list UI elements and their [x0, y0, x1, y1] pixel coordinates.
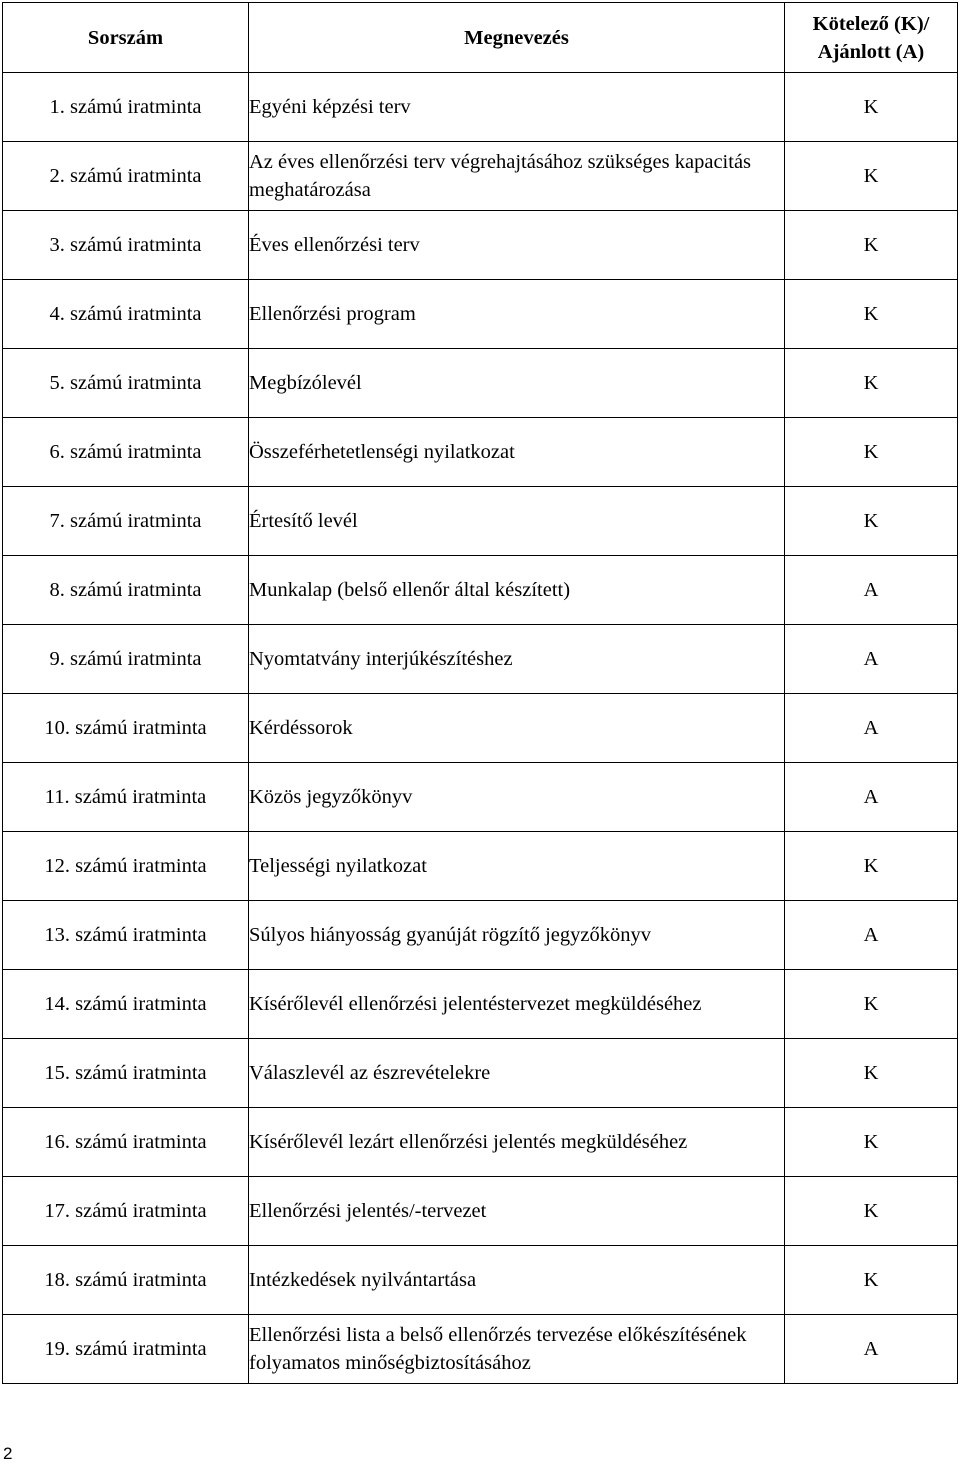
row-required: K — [785, 280, 958, 349]
row-number: 11. számú iratminta — [3, 763, 249, 832]
table-row — [3, 1246, 958, 1315]
row-required: K — [785, 832, 958, 901]
row-number: 18. számú iratminta — [3, 1246, 249, 1315]
row-required: K — [785, 349, 958, 418]
row-name: Ellenőrzési lista a belső ellenőrzés tervezése előkészítésének folyamatos minőségbiztosításához — [249, 1315, 785, 1384]
row-number: 13. számú iratminta — [3, 901, 249, 970]
table-row — [3, 418, 958, 487]
row-name: Értesítő levél — [249, 487, 785, 556]
row-name: Éves ellenőrzési terv — [249, 211, 785, 280]
row-name: Intézkedések nyilvántartása — [249, 1246, 785, 1315]
header-required: Kötelező (K)/ Ajánlott (A) — [785, 3, 958, 73]
row-number: 15. számú iratminta — [3, 1039, 249, 1108]
table-row — [3, 487, 958, 556]
row-number: 7. számú iratminta — [3, 487, 249, 556]
row-name: Kísérőlevél ellenőrzési jelentéstervezet megküldéséhez — [249, 970, 785, 1039]
table-row — [3, 1315, 958, 1384]
row-required: K — [785, 1246, 958, 1315]
row-name: Válaszlevél az észrevételekre — [249, 1039, 785, 1108]
row-number: 10. számú iratminta — [3, 694, 249, 763]
row-number: 6. számú iratminta — [3, 418, 249, 487]
row-name: Kérdéssorok — [249, 694, 785, 763]
row-name: Ellenőrzési jelentés/-tervezet — [249, 1177, 785, 1246]
header-number: Sorszám — [3, 3, 249, 73]
row-required: A — [785, 763, 958, 832]
document-table — [2, 2, 958, 1384]
table-row — [3, 73, 958, 142]
row-name: Teljességi nyilatkozat — [249, 832, 785, 901]
table-row — [3, 142, 958, 211]
row-number: 9. számú iratminta — [3, 625, 249, 694]
row-name: Közös jegyzőkönyv — [249, 763, 785, 832]
row-required: K — [785, 1177, 958, 1246]
table-row — [3, 832, 958, 901]
row-required: K — [785, 142, 958, 211]
row-number: 5. számú iratminta — [3, 349, 249, 418]
table-header-row — [3, 3, 958, 73]
row-name: Ellenőrzési program — [249, 280, 785, 349]
row-name: Kísérőlevél lezárt ellenőrzési jelentés megküldéséhez — [249, 1108, 785, 1177]
row-name: Összeférhetetlenségi nyilatkozat — [249, 418, 785, 487]
table-row — [3, 556, 958, 625]
row-number: 12. számú iratminta — [3, 832, 249, 901]
page-number: 2 — [3, 1444, 13, 1463]
row-required: K — [785, 211, 958, 280]
table-row — [3, 1039, 958, 1108]
header-name: Megnevezés — [249, 3, 785, 73]
row-name: Munkalap (belső ellenőr által készített) — [249, 556, 785, 625]
row-number: 16. számú iratminta — [3, 1108, 249, 1177]
table-row — [3, 1108, 958, 1177]
row-name: Megbízólevél — [249, 349, 785, 418]
row-number: 17. számú iratminta — [3, 1177, 249, 1246]
row-required: K — [785, 487, 958, 556]
row-required: K — [785, 970, 958, 1039]
row-required: A — [785, 625, 958, 694]
row-required: K — [785, 73, 958, 142]
row-number: 1. számú iratminta — [3, 73, 249, 142]
row-required: A — [785, 694, 958, 763]
row-number: 14. számú iratminta — [3, 970, 249, 1039]
row-name: Az éves ellenőrzési terv végrehajtásához szükséges kapacitás meghatározása — [249, 142, 785, 211]
row-required: A — [785, 1315, 958, 1384]
row-number: 8. számú iratminta — [3, 556, 249, 625]
row-number: 2. számú iratminta — [3, 142, 249, 211]
table-row — [3, 625, 958, 694]
row-number: 4. számú iratminta — [3, 280, 249, 349]
table-row — [3, 901, 958, 970]
row-name: Súlyos hiányosság gyanúját rögzítő jegyzőkönyv — [249, 901, 785, 970]
row-required: A — [785, 556, 958, 625]
table-row — [3, 694, 958, 763]
table-row — [3, 970, 958, 1039]
table-row — [3, 280, 958, 349]
row-required: K — [785, 418, 958, 487]
row-name: Nyomtatvány interjúkészítéshez — [249, 625, 785, 694]
table-row — [3, 1177, 958, 1246]
row-required: A — [785, 901, 958, 970]
table-row — [3, 763, 958, 832]
table-row — [3, 349, 958, 418]
row-required: K — [785, 1039, 958, 1108]
row-number: 19. számú iratminta — [3, 1315, 249, 1384]
table-row — [3, 211, 958, 280]
row-required: K — [785, 1108, 958, 1177]
row-name: Egyéni képzési terv — [249, 73, 785, 142]
row-number: 3. számú iratminta — [3, 211, 249, 280]
